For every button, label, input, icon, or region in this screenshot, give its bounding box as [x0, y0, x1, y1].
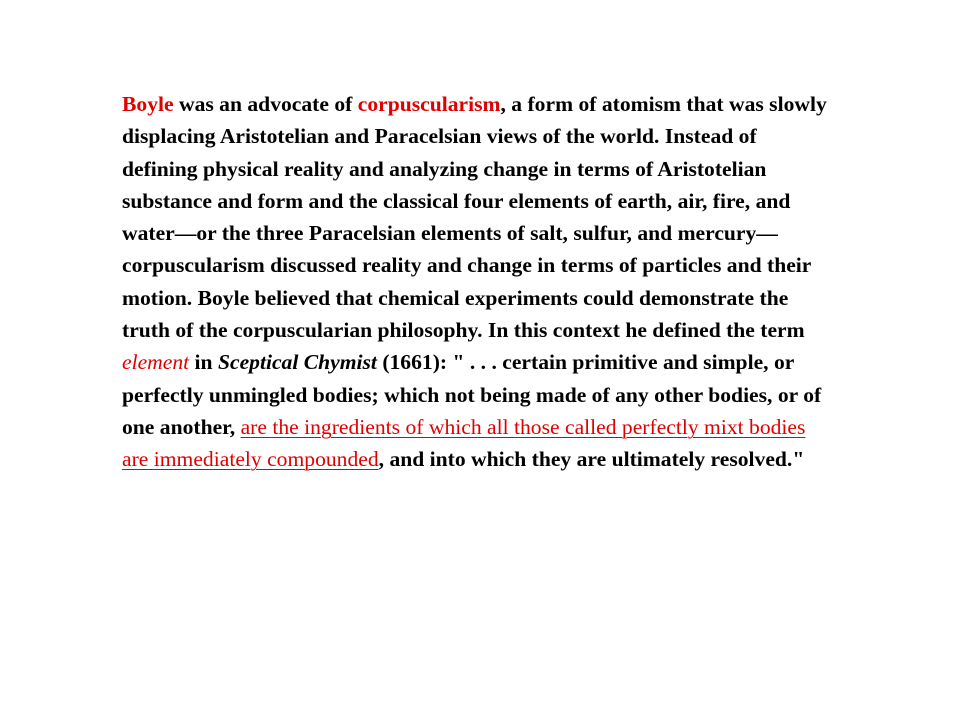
text-run-3: in: [189, 350, 218, 375]
book-title: Sceptical Chymist: [217, 350, 377, 375]
text-run-1: was an advocate of: [173, 92, 358, 116]
text-run-5: , and into which they are ultimately resolved.": [378, 447, 805, 472]
element-term: element: [122, 350, 190, 375]
boyle-name: Boyle: [122, 92, 174, 116]
text-run-4: (1661): " . . . certain primitive and simple, or perfectly unmingled bodies; which not being made of any other bodies, or of one another,: [122, 350, 822, 439]
text-run-2: , a form of atomism that was slowly displacing Aristotelian and Paracelsian views of the world. Instead of defining physical reality and analyzing change in terms of Aristotelian substance and form and the classical four elements of earth, air, fire, and water—or the three Paracelsian elements of salt, sulfur, and mercury—corpuscularism discussed reality and change in terms of particles and their motion. Boyle believed that chemical experiments could demonstrate the truth of the corpuscularian philosophy. In this context he defined the term: [122, 92, 827, 343]
quote-paragraph: [122, 88, 828, 476]
corpuscularism-term: corpuscularism: [357, 92, 501, 116]
definition-link[interactable]: are the ingredients of which all those called perfectly mixt bodies are immediately compounded: [122, 414, 806, 472]
